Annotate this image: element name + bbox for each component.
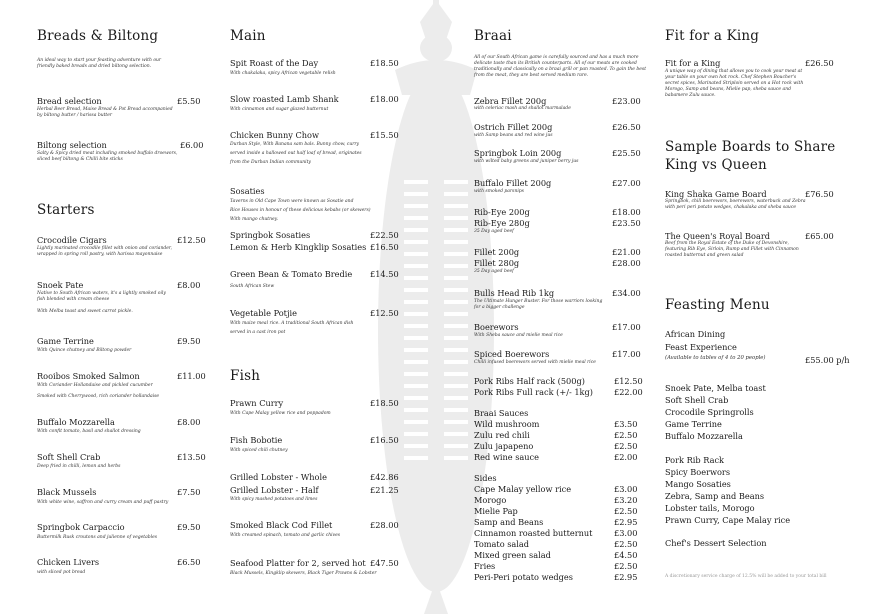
menu-item-price: £28.00 xyxy=(612,258,641,268)
menu-item-name: Crocodile Cigars xyxy=(37,235,107,245)
menu-item-name: Fillet 200g xyxy=(474,247,520,257)
menu-item-desc: With spiced chili chutney xyxy=(230,448,288,453)
braai-intro-line: All of our South African game is carefully sourced and has a much more xyxy=(474,55,639,60)
menu-item-desc: roasted butternut and green salad xyxy=(665,253,744,258)
menu-item-desc: served in a cast iron pot xyxy=(230,330,286,335)
menu-item-name: Grilled Lobster - Whole xyxy=(230,472,327,482)
menu-item-name: Rib-Eye 280g xyxy=(474,218,530,228)
menu-item-name: Spiced Boerewors xyxy=(474,349,550,359)
column-king-feast xyxy=(665,0,861,614)
sauce-name: Wild mushroom xyxy=(474,419,540,429)
king-heading: Fit for a King xyxy=(665,28,760,44)
menu-item-desc: sliced beef biltong & Chilli bite sticks xyxy=(37,157,123,162)
menu-item-name: Black Mussels xyxy=(37,487,97,497)
side-name: Samp and Beans xyxy=(474,517,544,527)
feast-availability-note: (Available to tables of 4 to 20 people) xyxy=(665,355,766,361)
menu-item-name: Boerewors xyxy=(474,322,519,332)
breads-heading: Breads & Biltong xyxy=(37,28,159,44)
menu-item-desc: 35 Day aged beef xyxy=(474,269,514,274)
menu-item-name: Sosaties xyxy=(230,186,265,196)
braai-heading: Braai xyxy=(474,28,512,44)
menu-item-name: Chicken Bunny Chow xyxy=(230,130,319,140)
feast-course: Soft Shell Crab xyxy=(665,395,729,405)
main-heading: Main xyxy=(230,28,266,44)
menu-item-name: Chicken Livers xyxy=(37,557,100,567)
menu-item-name: Snoek Pate xyxy=(37,280,84,290)
boards-subheading: King vs Queen xyxy=(665,157,767,173)
menu-item-price: £42.86 xyxy=(370,472,399,482)
menu-item-name: Smoked Black Cod Fillet xyxy=(230,520,333,530)
menu-item-price: £8.00 xyxy=(177,280,201,290)
menu-item-desc: A unique way of dining that allows you to cook your meat at xyxy=(665,69,803,74)
menu-item-name: Game Terrine xyxy=(37,336,94,346)
side-price: £3.00 xyxy=(614,484,638,494)
menu-item-price: £23.00 xyxy=(612,96,641,106)
menu-item-price: £18.00 xyxy=(612,207,641,217)
menu-item-price: £12.50 xyxy=(614,376,643,386)
feast-course: Game Terrine xyxy=(665,419,722,429)
menu-item-name: Soft Shell Crab xyxy=(37,452,101,462)
feast-course: Zebra, Samp and Beans xyxy=(665,491,765,501)
menu-item-name: Green Bean & Tomato Bredie xyxy=(230,269,353,279)
side-price: £2.95 xyxy=(614,517,638,527)
menu-item-desc: With mango chutney. xyxy=(230,217,279,222)
menu-item-name: Rib-Eye 200g xyxy=(474,207,530,217)
menu-item-name: Seafood Platter for 2, served hot xyxy=(230,558,366,568)
menu-item-name: Prawn Curry xyxy=(230,398,284,408)
feast-course: Lobster tails, Morogo xyxy=(665,503,755,513)
feast-course: Prawn Curry, Cape Malay rice xyxy=(665,515,791,525)
menu-item-desc: featuring Rib Eye, Sirloin, Rump and Fillet with Cinnamon xyxy=(665,247,799,252)
braai-intro-line: delicate taste than its British counterparts. All of our meats are cooked xyxy=(474,61,637,66)
menu-item-name: Fit for a King xyxy=(665,58,721,68)
side-name: Mielie Pap xyxy=(474,506,518,516)
sauce-price: £2.50 xyxy=(614,441,638,451)
menu-item-desc: with smoked parsnips xyxy=(474,189,524,194)
menu-item-desc: Smoked with Cherrywood, rich coriander hollandaise xyxy=(37,394,160,399)
menu-item-price: £9.50 xyxy=(177,522,201,532)
menu-item-name: Ostrich Fillet 200g xyxy=(474,122,553,132)
menu-item-desc: With maize meal rice. A traditional South African dish xyxy=(230,321,354,326)
sauce-price: £2.50 xyxy=(614,430,638,440)
menu-item-price: £18.50 xyxy=(370,398,399,408)
menu-item-price: £65.00 xyxy=(805,231,834,241)
menu-item-price: £11.00 xyxy=(177,371,206,381)
braai-sauces-heading: Braai Sauces xyxy=(474,408,529,418)
menu-item-price: £27.00 xyxy=(612,178,641,188)
menu-item-desc: With spicy mashed potatoes and limes xyxy=(230,497,318,502)
menu-item-price: £16.50 xyxy=(370,435,399,445)
feast-subtitle: African Dining xyxy=(665,329,726,339)
column-braai xyxy=(474,0,670,614)
menu-item-desc: with celeriac mash and shallot marmalade xyxy=(474,106,571,111)
menu-item-desc: secret spices, Marinated Striploin served on a Hot rock with xyxy=(665,81,804,86)
menu-item-name: Slow roasted Lamb Shank xyxy=(230,94,339,104)
feast-course: Snoek Pate, Melba toast xyxy=(665,383,766,393)
menu-item-name: Lemon & Herb Kingklip Sosaties xyxy=(230,242,367,252)
menu-item-desc: Herbal Beer Bread, Maise Bread & Pot Bread accompanied xyxy=(37,107,173,112)
menu-item-desc: With Melba toast and sweet carrot pickle. xyxy=(37,309,133,314)
menu-item-price: £17.00 xyxy=(612,322,641,332)
menu-item-name: Biltong selection xyxy=(37,140,107,150)
menu-item-desc: Springbok, chili boerewors, boerewors, waterbuck and Zebra xyxy=(665,199,806,204)
menu-item-price: £9.50 xyxy=(177,336,201,346)
service-charge-note: A discretionary service charge of 12.5% will be added to your total bill xyxy=(665,574,827,579)
feast-course: Pork Rib Rack xyxy=(665,455,724,465)
menu-item-desc: babamere Zulu sauce. xyxy=(665,93,716,98)
menu-item-name: Spit Roast of the Day xyxy=(230,58,319,68)
side-name: Tomato salad xyxy=(474,539,530,549)
menu-item-price: £14.50 xyxy=(370,269,399,279)
menu-item-desc: With Coriander Hollandaise and pickled cucumber xyxy=(37,383,153,388)
menu-item-desc: Rice Houses in honour of these delicious kebabs (or skewers) xyxy=(230,208,371,213)
menu-item-name: Bulls Head Rib 1kg xyxy=(474,288,555,298)
menu-item-price: £18.50 xyxy=(370,58,399,68)
side-name: Fries xyxy=(474,561,496,571)
menu-item-name: Vegetable Potjie xyxy=(230,308,297,318)
feast-course: Mango Sosaties xyxy=(665,479,731,489)
menu-item-price: £13.50 xyxy=(177,452,206,462)
menu-item-price: £26.50 xyxy=(612,122,641,132)
side-price: £3.00 xyxy=(614,528,638,538)
menu-item-desc: South African Stew xyxy=(230,284,275,289)
menu-item-name: Bread selection xyxy=(37,96,102,106)
breads-intro-line: friendly baked breads and dried biltong selection. xyxy=(37,64,152,69)
side-name: Cinnamon roasted butternut xyxy=(474,528,593,538)
menu-item-desc: With cinnamon and sugar glazed butternut xyxy=(230,107,329,112)
side-name: Cape Malay yellow rice xyxy=(474,484,572,494)
menu-item-desc: With Cape Malay yellow rice and poppadom xyxy=(230,411,331,416)
menu-item-price: £5.50 xyxy=(177,96,201,106)
menu-item-price: £17.00 xyxy=(612,349,641,359)
menu-item-desc: wrapped in spring roll pastry, with harissa mayonnaise xyxy=(37,252,163,257)
menu-item-name: Pork Ribs Half rack (500g) xyxy=(474,376,585,386)
menu-item-price: £6.00 xyxy=(180,140,204,150)
boards-heading: Sample Boards to Share xyxy=(665,139,836,155)
menu-item-price: £22.00 xyxy=(614,387,643,397)
breads-intro-line: An ideal way to start your feasting adventure with our xyxy=(37,58,162,63)
side-price: £2.50 xyxy=(614,506,638,516)
braai-intro-line: from the meat, they are best served medium rare. xyxy=(474,73,589,78)
sauce-price: £3.50 xyxy=(614,419,638,429)
menu-item-price: £15.50 xyxy=(370,130,399,140)
feast-course: Crocodile Springrolls xyxy=(665,407,754,417)
menu-item-desc: with peri peri potato wedges, chakalaka and sheba sauce xyxy=(665,205,796,210)
menu-item-price: £12.50 xyxy=(370,308,399,318)
menu-item-price: £8.00 xyxy=(177,417,201,427)
feast-heading: Feasting Menu xyxy=(665,297,770,313)
menu-item-desc: Black Mussels, Kingklip skewers, Black Tiger Prawns & Lobster xyxy=(230,571,377,576)
menu-item-desc: With confit tomato, basil and shallot dressing xyxy=(37,429,141,434)
menu-item-name: Springbok Carpaccio xyxy=(37,522,125,532)
menu-item-desc: Deep fried in chilli, lemon and herbs xyxy=(37,464,121,469)
menu-item-desc: With Sheba sauce and mielie meal rice xyxy=(474,333,563,338)
side-price: £2.50 xyxy=(614,561,638,571)
menu-item-desc: by biltong butter / harissa butter xyxy=(37,113,113,118)
starters-heading: Starters xyxy=(37,202,95,218)
menu-item-price: £34.00 xyxy=(612,288,641,298)
menu-item-name: Buffalo Mozzarella xyxy=(37,417,115,427)
menu-item-desc: your table on your own hot rock. Chef Stephen Boucher's xyxy=(665,75,797,80)
menu-item-desc: With white wine, saffron and curry cream and puff pastry xyxy=(37,500,169,505)
menu-item-desc: with sliced pot bread xyxy=(37,570,86,575)
menu-item-price: £12.50 xyxy=(177,235,206,245)
fish-heading: Fish xyxy=(230,368,261,384)
menu-item-desc: from the Durban Indian community xyxy=(230,160,311,165)
sides-heading: Sides xyxy=(474,473,497,483)
menu-item-price: £23.50 xyxy=(612,218,641,228)
menu-item-name: Springbok Loin 200g xyxy=(474,148,562,158)
menu-item-name: Grilled Lobster - Half xyxy=(230,485,319,495)
menu-item-name: Zebra Fillet 200g xyxy=(474,96,547,106)
menu-item-price: £18.00 xyxy=(370,94,399,104)
feast-price: £55.00 p/h xyxy=(805,355,850,365)
menu-item-desc: Native to South African waters, it's a lightly smoked oily xyxy=(37,291,166,296)
sauce-name: Zulu japapeno xyxy=(474,441,534,451)
menu-item-price: £6.50 xyxy=(177,557,201,567)
menu-item-desc: Salty & Spicy dried meat including smoked buffalo droewors, xyxy=(37,151,178,156)
menu-item-desc: 35 Day aged beef xyxy=(474,229,514,234)
menu-item-price: £28.00 xyxy=(370,520,399,530)
menu-item-desc: The Ultimate Hunger Buster. For those warriors looking xyxy=(474,299,603,304)
menu-item-desc: Morogo, Samp and beans, Mielie pap, sheba sauce and xyxy=(665,87,791,92)
menu-item-desc: Taverns in Old Cape Town were known as Sosatie and xyxy=(230,199,354,204)
side-name: Peri-Peri potato wedges xyxy=(474,572,573,582)
menu-item-price: £25.50 xyxy=(612,148,641,158)
menu-item-name: Fish Bobotie xyxy=(230,435,283,445)
sauce-name: Red wine sauce xyxy=(474,452,539,462)
menu-item-price: £16.50 xyxy=(370,242,399,252)
feast-course: Buffalo Mozzarella xyxy=(665,431,743,441)
menu-item-name: Fillet 280g xyxy=(474,258,520,268)
menu-item-name: Springbok Sosaties xyxy=(230,230,311,240)
column-breads-starters xyxy=(37,0,233,614)
menu-item-price: £26.50 xyxy=(805,58,834,68)
menu-item-price: £21.25 xyxy=(370,485,399,495)
menu-item-desc: Buttermilk Rusk croutons and julienne of vegetables xyxy=(37,535,158,540)
side-name: Mixed green salad xyxy=(474,550,551,560)
menu-item-name: Rooibos Smoked Salmon xyxy=(37,371,140,381)
menu-item-price: £21.00 xyxy=(612,247,641,257)
menu-item-price: £7.50 xyxy=(177,487,201,497)
menu-item-name: Pork Ribs Full rack (+/- 1kg) xyxy=(474,387,593,397)
side-price: £2.50 xyxy=(614,539,638,549)
menu-item-desc: with Samp beans and red wine jus xyxy=(474,133,553,138)
side-price: £3.20 xyxy=(614,495,638,505)
menu-item-name: King Shaka Game Board xyxy=(665,189,767,199)
menu-item-desc: Durban Style, With Banana sam bals. Bunny chow, curry xyxy=(230,142,360,147)
sauce-name: Zulu red chili xyxy=(474,430,530,440)
side-name: Morogo xyxy=(474,495,507,505)
menu-item-desc: With chakalaka, spicy African vegetable relish xyxy=(230,71,336,76)
menu-item-desc: Lightly marinated crocodile fillet with onion and coriander, xyxy=(37,246,173,251)
menu-item-name: The Queen's Royal Board xyxy=(665,231,770,241)
menu-item-desc: with wilted baby greens and juniper berry jus xyxy=(474,159,579,164)
menu-item-desc: for a bigger challenge xyxy=(474,305,525,310)
feast-course: Spicy Boerwors xyxy=(665,467,731,477)
menu-item-desc: fish blended with cream cheese xyxy=(37,297,110,302)
side-price: £4.50 xyxy=(614,550,638,560)
braai-intro-line: traditionally and classically on a braai grill or pan roasted. To gain the best xyxy=(474,67,647,72)
sauce-price: £2.00 xyxy=(614,452,638,462)
menu-item-desc: With creamed spinach, tomato and garlic chives xyxy=(230,533,341,538)
column-main-fish xyxy=(230,0,426,614)
menu-item-desc: Beef from the Royal Estate of the Duke of Devonshire, xyxy=(665,241,789,246)
feast-subtitle: Feast Experience xyxy=(665,342,737,352)
menu-item-desc: Chilli infused boerewors served with mielie meal rice xyxy=(474,360,596,365)
menu-item-price: £22.50 xyxy=(370,230,399,240)
side-price: £2.95 xyxy=(614,572,638,582)
menu-item-name: Buffalo Fillet 200g xyxy=(474,178,552,188)
feast-dessert: Chef's Dessert Selection xyxy=(665,538,767,548)
menu-item-desc: served inside a hallowed out half loaf of bread, originates xyxy=(230,151,362,156)
menu-item-price: £47.50 xyxy=(370,558,399,568)
menu-item-price: £76.50 xyxy=(805,189,834,199)
menu-item-desc: With Quince chutney and Biltong powder xyxy=(37,348,132,353)
